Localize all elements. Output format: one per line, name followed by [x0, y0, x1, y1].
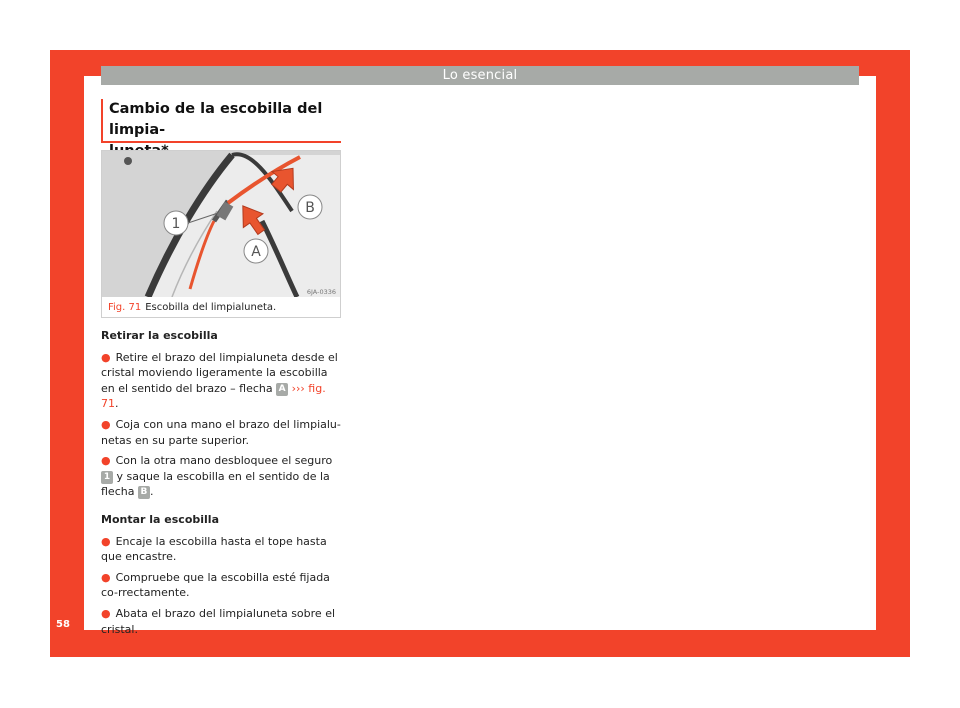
figure-number: Fig. 71 [108, 302, 142, 313]
figure-71 [101, 150, 341, 318]
bullet-icon: ● [101, 534, 111, 548]
page-number: 58 [56, 619, 70, 630]
bullet-icon: ● [101, 606, 111, 620]
badge-1: 1 [101, 471, 113, 484]
figure-caption [108, 302, 276, 313]
bullet-icon: ● [101, 350, 111, 364]
bullet-icon: ● [101, 570, 111, 584]
figure-caption-text: Escobilla del limpialuneta. [145, 302, 277, 313]
remove-step-2: ● Coja con una mano el brazo del limpialu-netas en su parte superior. [101, 417, 341, 447]
callout-b-label: B [305, 200, 315, 216]
badge-a: A [276, 383, 288, 396]
badge-b: B [138, 486, 150, 499]
mount-step-2: ● Compruebe que la escobilla esté fijada co-rrectamente. [101, 570, 330, 600]
figure-illustration [102, 151, 340, 297]
callout-a-label: A [251, 244, 261, 260]
body-text [101, 328, 341, 642]
remove-step-1: ● Retire el brazo del limpialuneta desde el cristal moviendo ligeramente la escobilla en el sentido del brazo – flecha A ››› fig. 71. [101, 350, 338, 411]
mount-step-1: ● Encaje la escobilla hasta el tope hasta que encastre. [101, 534, 327, 564]
bullet-icon: ● [101, 454, 111, 468]
fig-reference-link[interactable]: ››› fig. 71 [101, 381, 326, 411]
header-title: Lo esencial [442, 68, 518, 83]
figure-code: 6JA-0336 [306, 288, 336, 296]
bullet-icon: ● [101, 417, 111, 431]
title-rule [101, 141, 341, 143]
mount-step-3: ● Abata el brazo del limpialuneta sobre el cristal. [101, 606, 336, 636]
callout-1-label: 1 [171, 216, 181, 232]
mount-heading: Montar la escobilla [101, 512, 219, 526]
washer-nozzle [124, 157, 132, 165]
header-bar [101, 66, 859, 85]
remove-heading: Retirar la escobilla [101, 329, 218, 342]
remove-step-3: ● Con la otra mano desbloquee el seguro 1 y saque la escobilla en el sentido de la flecha B . [101, 454, 333, 499]
section-title-line1: Cambio de la escobilla del limpia- [109, 101, 323, 138]
